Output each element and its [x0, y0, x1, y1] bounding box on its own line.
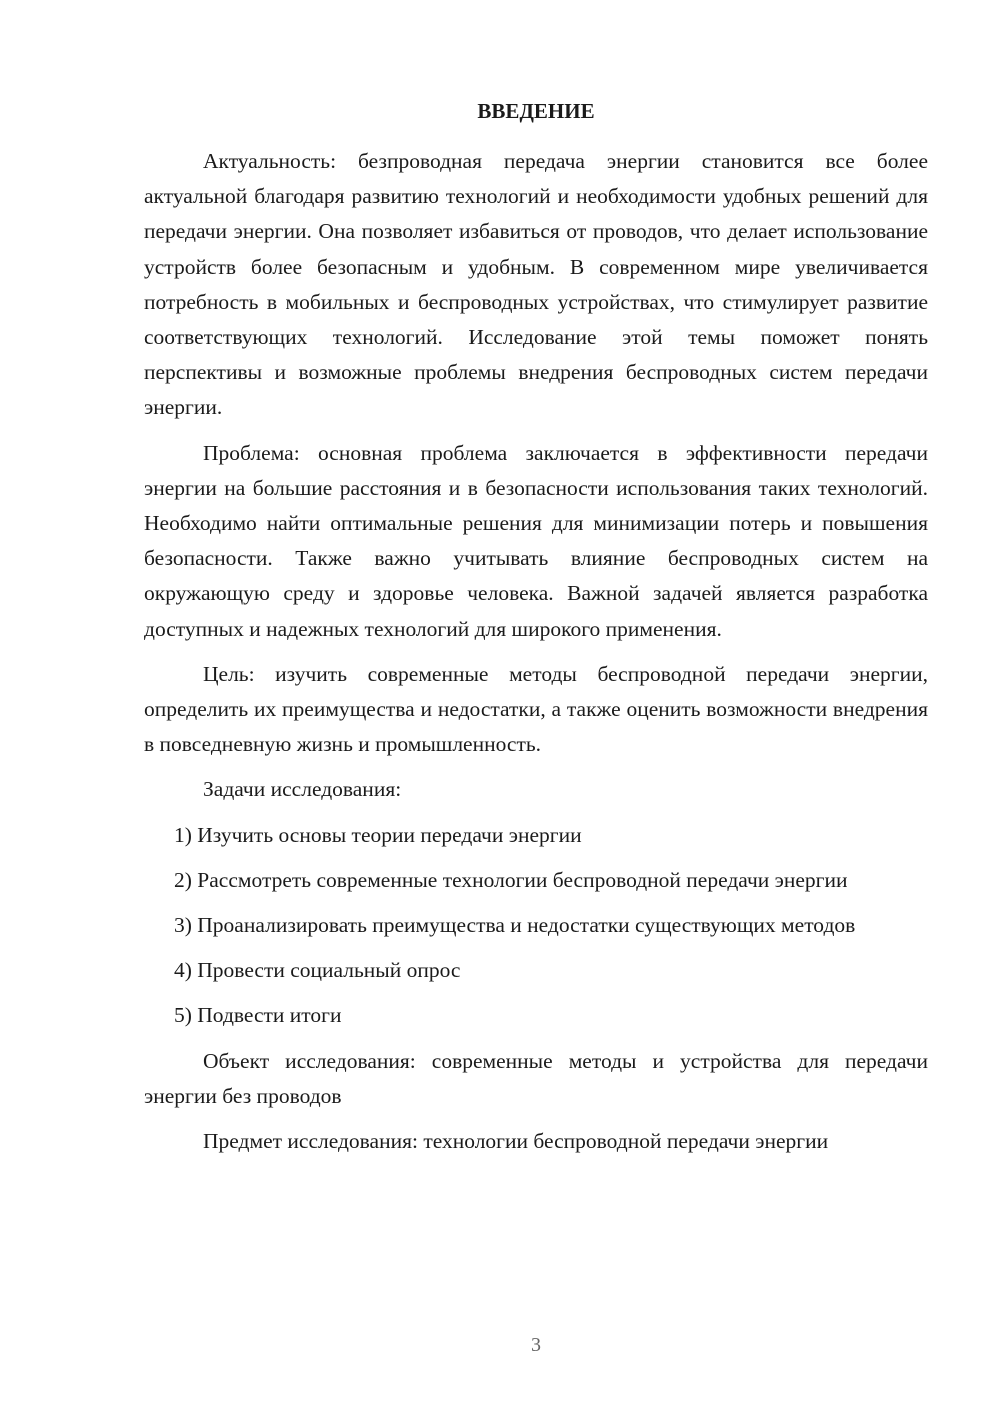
paragraph-relevance: Актуальность: безпроводная передача энергии становится все более актуальной благодаря развитию технологий и необходимости удобных решений для передачи энергии. Она позволяет избавиться от проводов, что делает использование устройств более безопасным и удобным. В современном мире увеличивается потребность в мобильных и беспроводных устройствах, что стимулирует развитие соответствующих технологий. Исследование этой темы поможет понять перспективы и возможные проблемы внедрения беспроводных систем передачи энергии. [144, 149, 928, 420]
list-item: 4) Провести социальный опрос [174, 958, 461, 983]
paragraph-goal: Цель: изучить современные методы беспроводной передачи энергии, определить их преимущества и недостатки, а также оценить возможности внедрения в повседневную жизнь и промышленность. [144, 661, 928, 757]
tasks-list [144, 818, 928, 1034]
document-page [144, 96, 928, 1169]
list-item: 5) Подвести итоги [174, 1003, 342, 1028]
page-number: 3 [531, 1334, 541, 1356]
paragraph-subject: Предмет исследования: технологии беспроводной передачи энергии [203, 1129, 829, 1154]
list-item: 1) Изучить основы теории передачи энергии [174, 822, 582, 847]
tasks-heading: Задачи исследования: [203, 777, 402, 802]
list-item: 2) Рассмотреть современные технологии беспроводной передачи энергии [174, 867, 848, 892]
paragraph-problem: Проблема: основная проблема заключается в эффективности передачи энергии на большие расстояния и в безопасности использования таких технологий. Необходимо найти оптимальные решения для минимизации потерь и повышения безопасности. Также важно учитывать влияние беспроводных систем на окружающую среду и здоровье человека. Важной задачей является разработка доступных и надежных технологий для широкого применения. [144, 440, 928, 641]
page-title: ВВЕДЕНИЕ [477, 99, 595, 123]
list-item: 3) Проанализировать преимущества и недостатки существующих методов [174, 913, 856, 938]
paragraph-object: Объект исследования: современные методы и устройства для передачи энергии без проводов [144, 1048, 928, 1108]
